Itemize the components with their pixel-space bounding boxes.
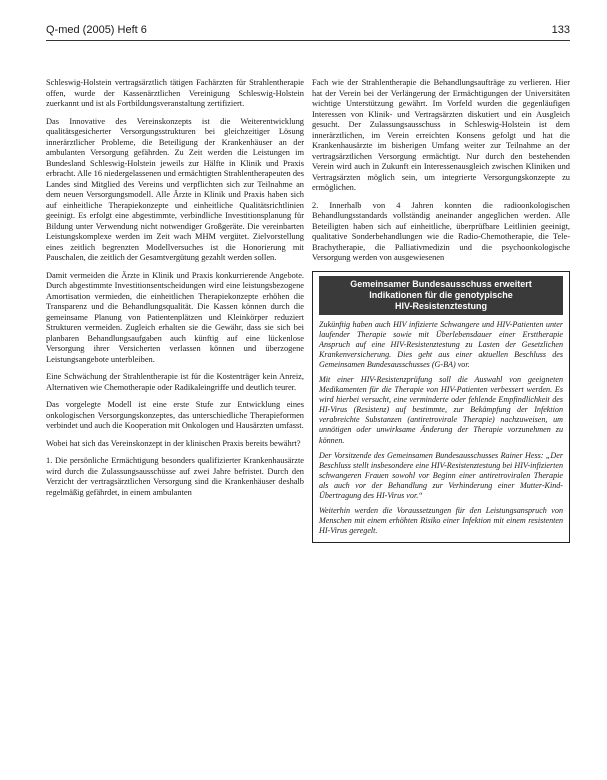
paragraph: Fach wie der Strahlentherapie die Behandlungsaufträge zu verlieren. Hier hat der Verein bei der Verlängerung der Ermächtigungen der Universitäten wichtige Unterstützung gewährt. Im Vorfeld wurden die gegenläufigen Interessen von Klinik- und Vertragsärzten diskutiert und ein Ausgleich gesucht. Der Zulassungsausschuss in Schleswig-Holstein ist dem innerärztlichen, im Verein erreichten Konsens gefolgt und hat die Krankenhausärzte im bisherigen Umfang weiter zur Teilnahme an der vertragsärztlichen Versorgung ermächtigt. Nur durch den bestehenden Verein wird auch in Zukunft ein Interessenausgleich zwischen Kliniken und Vertragsärzten möglich sein, um integrierte Versorgungskonzepte zu ermöglichen. xyxy=(312,78,570,192)
paragraph: Wobei hat sich das Vereinskonzept in der klinischen Praxis bereits bewährt? xyxy=(46,438,301,448)
news-box-paragraph: Der Vorsitzende des Gemeinsamen Bundesausschusses Rainer Hess: „Der Beschluss stellt insbesondere eine HIV-Resistenztestung bei HIV-infizierten schwangeren Frauen sowohl vor Beginn einer antiretroviralen Therapie als auch vor der Behandlung zur Verhinderung einer Mutter-Kind-Übertragung des HI-Virus vor.“ xyxy=(319,450,563,500)
news-box-title-line: Gemeinsamer Bundesausschuss erweitert xyxy=(350,278,532,289)
paragraph: Damit vermeiden die Ärzte in Klinik und Praxis konkurrierende Angebote. Durch abgestimmte Investitionsentscheidungen wird eine leistungsbezogene Amortisation vermieden, die einheitlichen Therapiekonzepte erhöhen die Transparenz und die Behandlungsqualität. Die Kassen können durch die gemeinsame Planung von Patientenplätzen und Kleinkörper reduziert Strukturen vermeiden. Zugleich erhalten sie die Gewähr, dass sie sich bei planbaren Behandlungsaufgaben auch künftig auf eine lückenlose Versorgung ihrer Versicherten verlassen können und überzogene Leistungsangebote unterbleiben. xyxy=(46,270,304,364)
page-header xyxy=(46,24,570,36)
paragraph: Eine Schwächung der Strahlentherapie ist für die Kostenträger kein Anreiz, Alternativen wie Chemotherapie oder Radikaleingriffe und deutlich teurer. xyxy=(46,372,304,392)
news-box-title-line: HIV-Resistenztestung xyxy=(394,300,488,311)
paragraph: Das vorgelegte Modell ist eine erste Stufe zur Entwicklung eines onkologischen Versorgungskonzeptes, das unterschiedliche Therapieformen verbindet und auch die Kooperation mit Onkologen und Hausärzten umfasst. xyxy=(46,400,304,430)
paragraph: 1. Die persönliche Ermächtigung besonders qualifizierter Krankenhausärzte wird durch die Zulassungsausschüsse auf zwei Jahre befristet. Durch den Verzicht der vertragsärztlichen Versorgung sind die Krankenhäuser deshalb regelmäßig gefährdet, in einem ambulanten xyxy=(46,456,304,497)
news-box-paragraph: Zukünftig haben auch HIV infizierte Schwangere und HIV-Patienten unter laufender Therapie sowie mit Überlebensdauer einer Ersttherapie Anspruch auf eine HIV-Resistenztestung zu Lasten der Gesetzlichen Krankenversicherung. Dies geht aus einer aktuellen Beschluss des Gemeinsamen Bundesausschusses (G-BA) vor. xyxy=(319,319,563,369)
paragraph: Das Innovative des Vereinskonzepts ist die Weiterentwicklung qualitätsgesicherter Versorgungsstrukturen bei gleichzeitiger Lösung innerärztlicher Probleme, die Beteiligung der Krankenhäuser an der ambulanten Versorgung gefährden. Zu Zeit werden die Leistungen im Bundesland Schleswig-Holstein jeweils zur Hälfte in Klinik und Praxis erbracht. Alle 16 niedergelassenen und ermächtigten Strahlentherapeuten des Landes sind Mitglied des Vereins und verpflichten sich zur Teilnahme an dem neuen Versorgungsmodell. Alle Ärzte in Klinik und Praxis haben sich auf einheitliche Therapiekonzepte und einheitliche Qualitätsrichtlinien geeinigt. Es erfolgt eine abgestimmte, verbindliche Investitionsplanung für Bildung unter Verwendung nicht notwendiger Großgeräte. Die vereinbarten Leistungskomplexe werden im Zeit wach MHM vergütet. Zielvorstellung eines zeitlich begrenzten Modellversuches ist die Honorierung mit Pauschalen, die zeitlich der Gesamtvergütung gezahlt werden sollen. xyxy=(46,116,304,262)
news-box-paragraph: Mit einer HIV-Resistenzprüfung soll die Auswahl von geeigneten Medikamenten für die Therapie von HIV-Patienten verbessert werden. Es wird hierbei versucht, eine verminderte oder fehlende Empfindlichkeit des HI-Virus (Resistenz) auf bestimmte, zur Bekämpfung der Infektion verabreichte Substanzen (antiretrovirale Therapie) nachzuweisen, um unnötigen oder unwirksame Änderung der Therapie vorzunehmen zu können. xyxy=(319,374,563,445)
header-divider xyxy=(46,40,570,41)
news-box-title-line: Indikationen für die genotypische xyxy=(369,289,513,300)
news-box-title xyxy=(319,276,563,315)
paragraph: 2. Innerhalb von 4 Jahren konnten die radioonkologischen Behandlungsstandards vollständig aneinander angeglichen werden. Alle Beteiligten haben sich auf einheitliche, überprüfbare Leitlinien geeinigt, qualitative Sonderbehandlungen wie die Radio-Chemotherapie, die Tele-Brachytherapie, die Palliativmedizin und die psychoonkologische Versorgung werden von ausgewiesenen xyxy=(312,200,570,262)
news-box xyxy=(312,271,570,544)
left-column xyxy=(46,78,304,505)
right-column xyxy=(312,78,570,543)
news-box-paragraph: Weiterhin werden die Voraussetzungen für den Leistungsanspruch von Menschen mit einem erhöhten Risiko einer Infektion mit einem resistenten HI-Virus geregelt. xyxy=(319,506,563,536)
journal-title: Q-med (2005) Heft 6 xyxy=(46,24,147,36)
page-number: 133 xyxy=(551,24,570,36)
paragraph: Schleswig-Holstein vertragsärztlich tätigen Fachärzten für Strahlentherapie offen, wurde der Kassenärztlichen Vereinigung Schleswig-Holstein zuerkannt und ist als Fortbildungsveranstaltung zertifiziert. xyxy=(46,78,304,108)
